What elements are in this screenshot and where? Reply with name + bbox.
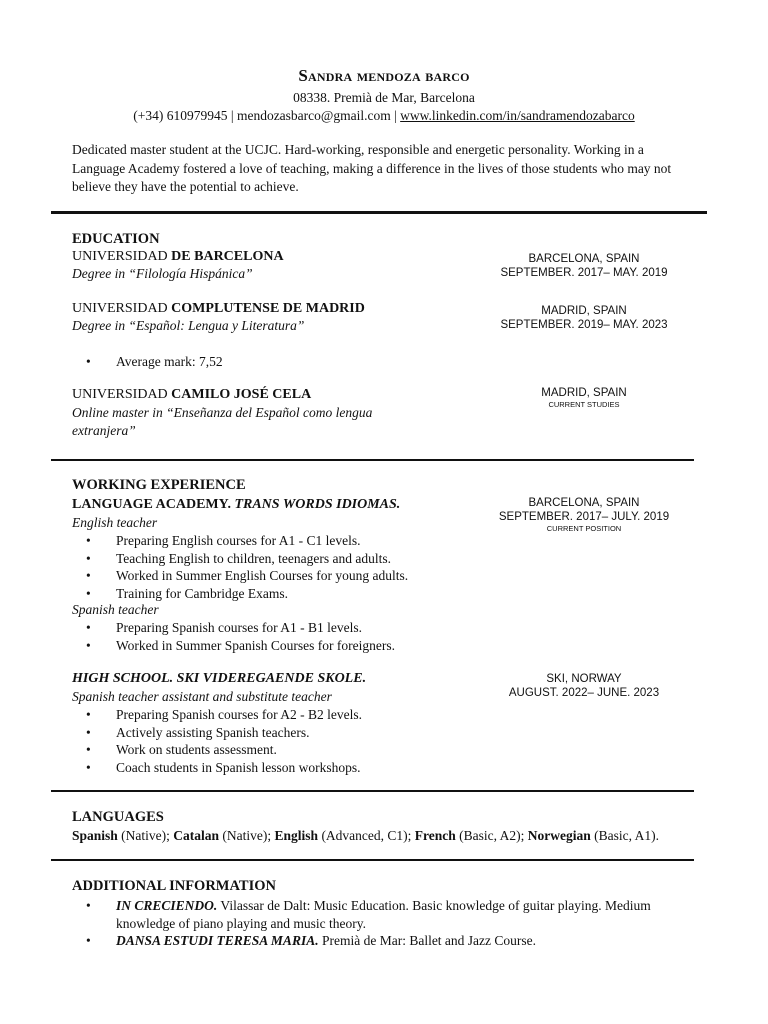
degree: Degree in “Filología Hispánica”	[72, 266, 253, 281]
org-name: LANGUAGE ACADEMY.	[72, 497, 235, 512]
job-meta	[474, 496, 694, 533]
org-brand: TRANS WORDS IDIOMAS.	[234, 497, 401, 512]
list-item: • Preparing English courses for A1 - C1 levels.	[72, 532, 492, 550]
list-item: • Actively assisting Spanish teachers.	[72, 724, 492, 742]
list-item: • Coach students in Spanish lesson workshops.	[72, 759, 492, 777]
education-meta	[474, 304, 694, 332]
status-note: CURRENT POSITION	[546, 524, 622, 533]
location: SKI, NORWAY	[546, 673, 622, 685]
status-note: CURRENT STUDIES	[548, 400, 620, 409]
language-level: (Basic, A1).	[590, 828, 660, 843]
dates: AUGUST. 2022– JUNE. 2023	[508, 687, 660, 699]
role-bullets	[72, 619, 492, 654]
language-level: (Native);	[117, 828, 174, 843]
section-title-experience: WORKING EXPERIENCE	[72, 477, 246, 493]
activity-name: DANSA ESTUDI TERESA MARIA.	[116, 933, 319, 948]
list-item: • Average mark: 7,52	[72, 353, 472, 371]
institution-cela	[72, 387, 311, 403]
institution-name: DE BARCELONA	[171, 249, 284, 264]
education-meta	[474, 386, 694, 409]
degree: Degree in “Español: Lengua y Literatura”	[72, 318, 305, 333]
job-organization: HIGH SCHOOL. SKI VIDEREGAENDE SKOLE.	[72, 671, 367, 686]
divider	[51, 859, 694, 861]
list-item: • Worked in Summer Spanish Courses for foreigners.	[72, 637, 492, 655]
name-initial: S	[298, 66, 308, 85]
education-meta	[474, 252, 694, 280]
section-title-education: EDUCATION	[72, 231, 160, 247]
language-level: (Advanced, C1);	[318, 828, 415, 843]
institution-prefix: UNIVERSIDAD	[72, 249, 172, 264]
language-name: French	[414, 828, 456, 843]
location: BARCELONA, SPAIN	[528, 253, 640, 265]
role-bullets	[72, 706, 492, 776]
address: 08338. Premià de Mar, Barcelona	[293, 90, 475, 105]
list-item: • Teaching English to children, teenagers and adults.	[72, 550, 492, 568]
institution-name: COMPLUTENSE DE MADRID	[171, 301, 365, 316]
language-level: (Basic, A2);	[455, 828, 528, 843]
activity-detail: Vilassar de Dalt: Music Education. Basic knowledge of guitar playing. Medium knowledge of piano playing and music theory.	[116, 898, 651, 931]
divider	[51, 211, 707, 214]
contact-line	[0, 108, 768, 124]
location: MADRID, SPAIN	[541, 387, 627, 399]
role-title: Spanish teacher	[72, 602, 159, 617]
languages-line	[72, 828, 712, 844]
list-item: • Preparing Spanish courses for A1 - B1 levels.	[72, 619, 492, 637]
degree: Online master in “Enseñanza del Español como lengua	[72, 405, 373, 420]
role-title: Spanish teacher assistant and substitute teacher	[72, 689, 332, 704]
dates: SEPTEMBER. 2019– MAY. 2023	[500, 319, 668, 331]
list-item: • Worked in Summer English Courses for young adults.	[72, 567, 492, 585]
institution-prefix: UNIVERSIDAD	[72, 301, 172, 316]
degree-continued: extranjera”	[72, 423, 136, 438]
language-name: Spanish	[72, 828, 118, 843]
linkedin-link[interactable]: www.linkedin.com/in/sandramendozabarco	[400, 108, 635, 123]
list-item: • Preparing Spanish courses for A2 - B2 levels.	[72, 706, 492, 724]
activity-detail: Premià de Mar: Ballet and Jazz Course.	[318, 933, 537, 948]
language-name: Norwegian	[527, 828, 591, 843]
language-level: (Native);	[219, 828, 275, 843]
list-item: • Work on students assessment.	[72, 741, 492, 759]
institution-barcelona	[72, 249, 284, 265]
dates: SEPTEMBER. 2017– JULY. 2019	[498, 511, 670, 523]
institution-complutense	[72, 301, 365, 317]
language-name: English	[274, 828, 319, 843]
activity-name: IN CRECIENDO.	[116, 898, 218, 913]
job-meta	[474, 672, 694, 700]
role-bullets	[72, 532, 492, 602]
section-title-additional: ADDITIONAL INFORMATION	[72, 878, 276, 894]
name-rest: andra mendoza barco	[308, 66, 470, 85]
summary-paragraph: Dedicated master student at the UCJC. Hard-working, responsible and energetic personality. Working in a Language Academy fostered a love of teaching, making a difference in the lives of those students who may not believe they have the potential to achieve.	[72, 142, 672, 194]
section-title-languages: LANGUAGES	[72, 809, 164, 825]
divider	[51, 790, 694, 792]
location: BARCELONA, SPAIN	[528, 497, 640, 509]
candidate-name	[0, 66, 768, 86]
dates: SEPTEMBER. 2017– MAY. 2019	[500, 267, 668, 279]
role-title: English teacher	[72, 515, 158, 530]
additional-bullets	[72, 897, 692, 950]
phone-email: (+34) 610979945 | mendozasbarco@gmail.com |	[133, 108, 401, 123]
institution-name: CAMILO JOSÉ CELA	[171, 387, 312, 402]
institution-prefix: UNIVERSIDAD	[72, 387, 172, 402]
divider	[51, 459, 694, 461]
list-item: • Training for Cambridge Exams.	[72, 585, 492, 603]
list-item	[72, 932, 692, 950]
language-name: Catalan	[173, 828, 220, 843]
education-bullets	[72, 353, 472, 371]
location: MADRID, SPAIN	[541, 305, 627, 317]
list-item	[72, 897, 692, 932]
job-organization	[72, 497, 400, 513]
